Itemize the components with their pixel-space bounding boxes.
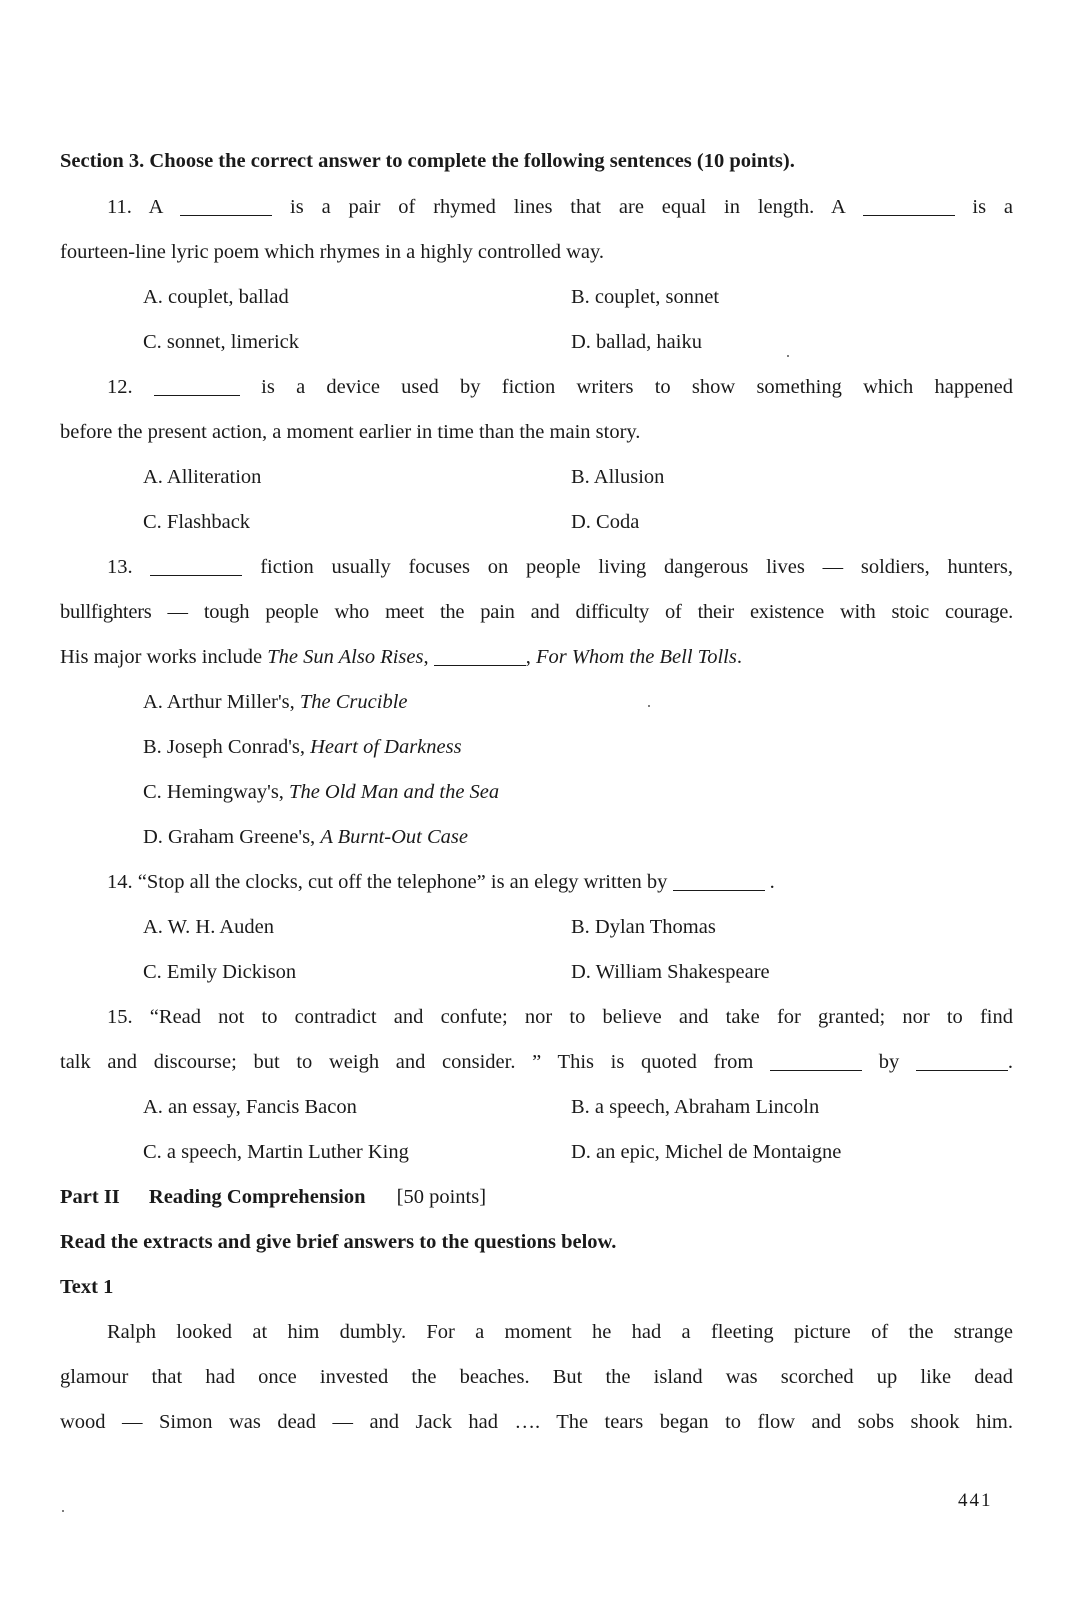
question-11-line-2: fourteen-line lyric poem which rhymes in a highly controlled way. [60,241,605,263]
passage-line-1: Ralph looked at him dumbly. For a moment he had a fleeting picture of the strange [107,1321,1013,1343]
option-a: A. an essay, Fancis Bacon [143,1096,357,1118]
question-12-line-1: 12. is a device used by fiction writers to show something which happened [107,376,1014,398]
question-15-line-1: 15. “Read not to contradict and confute; nor to believe and take for granted; nor to find [107,1006,1013,1028]
option-a: A. W. H. Auden [143,916,274,938]
question-11-line-1: 11. A is a pair of rhymed lines that are equal in length. A is a [107,196,1014,218]
question-13-line-2: bullfighters — tough people who meet the pain and difficulty of their existence with stoic courage. [60,601,1013,623]
answer-blank [434,645,526,666]
option-b: B. Allusion [571,466,665,488]
page-number: 441 [958,1490,993,1511]
option-c: C. Hemingway's, The Old Man and the Sea [143,781,500,803]
answer-blank [916,1050,1008,1071]
option-c: C. Flashback [143,511,251,533]
answer-blank [673,870,765,891]
question-12-line-2: before the present action, a moment earlier in time than the main story. [60,421,641,443]
option-b: B. Dylan Thomas [571,916,716,938]
passage-line-3: wood — Simon was dead — and Jack had …. The tears began to flow and sobs shook him. [60,1411,1013,1433]
option-d: D. Graham Greene's, A Burnt-Out Case [143,826,468,848]
answer-blank [150,555,242,576]
instruction: Read the extracts and give brief answers to the questions below. [60,1231,617,1253]
q11-number: 11. A [107,196,163,218]
part-label: Part II [60,1186,120,1208]
part-points: [50 points] [396,1186,487,1208]
option-d: D. William Shakespeare [571,961,770,983]
passage-line-2: glamour that had once invested the beaches. But the island was scorched up like dead [60,1366,1013,1388]
option-a: A. couplet, ballad [143,286,289,308]
question-15-line-2: talk and discourse; but to weigh and consider. ” This is quoted from by . [60,1051,1014,1073]
answer-blank [863,195,955,216]
option-d: D. an epic, Michel de Montaigne [571,1141,842,1163]
option-d: D. Coda [571,511,640,533]
option-b: B. a speech, Abraham Lincoln [571,1096,820,1118]
option-d: D. ballad, haiku [571,331,702,353]
answer-blank [770,1050,862,1071]
option-c: C. a speech, Martin Luther King [143,1141,409,1163]
question-13-line-3: His major works include The Sun Also Rises, , For Whom the Bell Tolls. [60,646,742,668]
question-14-line-1: 14. “Stop all the clocks, cut off the telephone” is an elegy written by . [107,871,775,893]
option-c: C. Emily Dickison [143,961,297,983]
question-13-line-1: 13. fiction usually focuses on people living dangerous lives — soldiers, hunters, [107,556,1014,578]
answer-blank [180,195,272,216]
option-c: C. sonnet, limerick [143,331,300,353]
option-b: B. Joseph Conrad's, Heart of Darkness [143,736,462,758]
option-a: A. Arthur Miller's, The Crucible [143,691,408,713]
part-title: Reading Comprehension [148,1186,366,1208]
option-b: B. couplet, sonnet [571,286,720,308]
part-heading [60,1183,486,1211]
section-heading: Section 3. Choose the correct answer to complete the following sentences (10 points). [60,150,795,172]
text-label: Text 1 [60,1276,114,1298]
option-a: A. Alliteration [143,466,262,488]
answer-blank [154,375,240,396]
